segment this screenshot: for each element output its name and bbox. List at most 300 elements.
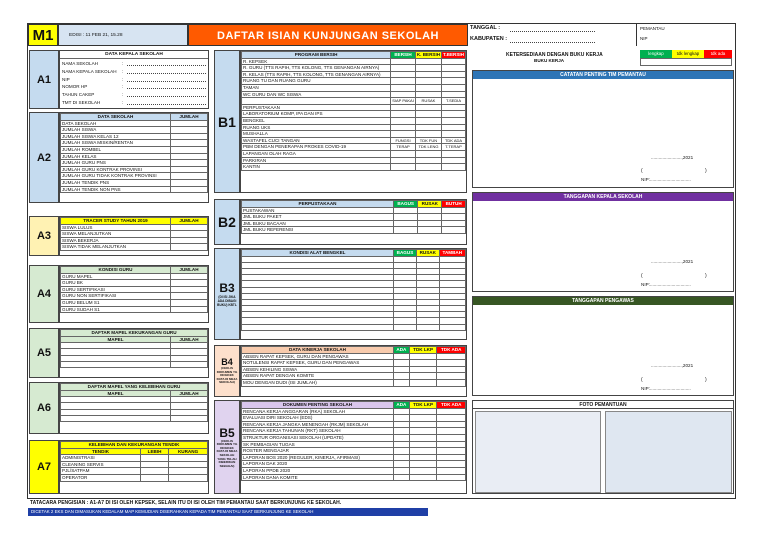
b5-row-cell[interactable] — [437, 408, 466, 415]
a2-row-label: JUMLAH SISWA KELAS 12 — [61, 133, 171, 140]
a3-row-label: SISWA MELANJUTKAN — [61, 231, 171, 238]
a7-row — [61, 474, 208, 481]
b5-row-cell[interactable] — [437, 441, 466, 448]
b1-row-label: R. KEPSEK — [242, 58, 391, 65]
b5-row-cell[interactable] — [437, 428, 466, 435]
b1-row2-label: WASTAFEL CUCI TANGAN — [242, 137, 391, 144]
b5-row-cell[interactable] — [409, 467, 437, 474]
b1-row2-cell[interactable]: TDK LENG — [415, 144, 441, 151]
a1-row-field[interactable] — [127, 60, 206, 66]
b4-row-cell[interactable] — [437, 353, 466, 360]
b4-row-cell[interactable] — [394, 360, 410, 367]
a1-row-field[interactable] — [127, 83, 206, 89]
a4-row-cell[interactable] — [171, 293, 208, 300]
a4-row-label: GURU SUDAH S1 — [61, 306, 171, 313]
a7-row-cell[interactable] — [169, 461, 208, 468]
b5-row-label: LAPORAN PPDB 2020 — [242, 467, 394, 474]
b1-row-label: R. KELAS (TTS RAPIH, TTS KOLONG, TTS GENANGAN AIRNYA) — [242, 71, 391, 78]
b1-row2-cell[interactable] — [442, 131, 466, 138]
a5-row-cell[interactable] — [171, 361, 208, 367]
b5-row-cell[interactable] — [437, 434, 466, 441]
a6-table — [60, 383, 208, 422]
a2-row-cell[interactable] — [171, 153, 208, 160]
a2-row-cell[interactable] — [171, 186, 208, 193]
b3-col-bagus: BAGUS — [394, 250, 417, 257]
b1-row-cell[interactable] — [391, 91, 416, 98]
b5-table — [241, 401, 466, 481]
b1-row2 — [242, 157, 466, 164]
b1-row2-cell[interactable] — [415, 157, 441, 164]
tanggal-field[interactable] — [510, 31, 595, 32]
pengawas-paren-left: ( — [641, 377, 643, 383]
a7-title: KELEBIHAN DAN KEKURANGAN TENDIK — [61, 442, 208, 449]
b5-row-cell[interactable] — [437, 415, 466, 422]
b5-col-tdklkp: TDK LKP — [409, 402, 437, 409]
a6-row-cell[interactable] — [171, 415, 208, 421]
b1-row-cell[interactable] — [391, 84, 416, 91]
b1-row2-label: KANTIN — [242, 164, 391, 171]
b3-table — [241, 249, 466, 331]
b4-row — [242, 366, 466, 373]
a1-row-field[interactable] — [127, 68, 206, 74]
b3-row-cell[interactable] — [439, 324, 465, 330]
a4-row — [61, 293, 208, 300]
b1-row-cell[interactable] — [442, 58, 466, 65]
a2-row-cell[interactable] — [171, 120, 208, 127]
section-b3-code — [214, 248, 240, 340]
page-title: DAFTAR ISIAN KUNJUNGAN SEKOLAH — [188, 24, 468, 46]
a7-col-kurang: KURANG — [169, 448, 208, 455]
a4-row-cell[interactable] — [171, 273, 208, 280]
b5-row-cell[interactable] — [409, 441, 437, 448]
a2-row-cell[interactable] — [171, 133, 208, 140]
b2-row-cell[interactable] — [418, 227, 442, 234]
b1-row2-cell[interactable] — [415, 111, 441, 118]
b5-row-cell[interactable] — [409, 415, 437, 422]
b4-row-cell[interactable] — [394, 366, 410, 373]
catatan-date: ........................,2021 — [651, 155, 694, 160]
b4-row-cell[interactable] — [409, 373, 437, 380]
a6-row-cell[interactable] — [61, 415, 171, 421]
a1-row-sep: : — [122, 76, 124, 82]
kepala-nip: NIP:................................ — [641, 282, 691, 287]
b1-row2-cell[interactable] — [391, 157, 416, 164]
a1-row-sep: : — [122, 92, 124, 98]
b1-row2-cell[interactable] — [391, 111, 416, 118]
a4-row-label: GURU BELUM S1 — [61, 299, 171, 306]
kepala-date: ........................,2021 — [651, 259, 694, 264]
b1-row2-cell[interactable] — [442, 117, 466, 124]
b5-row-cell[interactable] — [394, 408, 410, 415]
a7-row-cell[interactable] — [141, 461, 169, 468]
b5-row-cell[interactable] — [437, 448, 466, 455]
b5-row-cell[interactable] — [394, 448, 410, 455]
b2-row-cell[interactable] — [394, 207, 418, 214]
b4-row-cell[interactable] — [437, 373, 466, 380]
b5-row-label: RENCANA KERJA TAHUNAN (RKT) SEKOLAH — [242, 428, 394, 435]
a7-row-cell[interactable] — [141, 455, 169, 462]
a1-row — [62, 83, 206, 91]
a4-row — [61, 306, 208, 313]
b1-row-cell[interactable] — [415, 78, 441, 85]
kepala-panel[interactable] — [472, 192, 734, 292]
b2-row-label: JML BUKU REFERENSI — [242, 227, 394, 234]
b3-code-text: B3 — [219, 281, 235, 295]
kepala-paren-right: ) — [705, 273, 707, 279]
buku-check-row — [640, 58, 732, 66]
a3-row — [61, 237, 208, 244]
b4-row-cell[interactable] — [394, 353, 410, 360]
a3-row-cell[interactable] — [171, 237, 208, 244]
section-a4 — [59, 265, 209, 323]
a2-row-label: JUMLAH SISWA MISKIN/RENTAN — [61, 140, 171, 147]
b3-row-cell[interactable] — [416, 324, 439, 330]
a3-row-cell[interactable] — [171, 244, 208, 251]
a4-row-cell[interactable] — [171, 280, 208, 287]
section-b2 — [240, 199, 467, 245]
buku-kerja-box — [472, 50, 734, 66]
b2-row-cell[interactable] — [418, 220, 442, 227]
b5-row-cell[interactable] — [394, 421, 410, 428]
b5-row-cell[interactable] — [409, 434, 437, 441]
b1-row2-cell[interactable]: TDK FUN — [415, 137, 441, 144]
section-a1-code: A1 — [29, 50, 59, 109]
foto-slot-1[interactable] — [475, 411, 601, 493]
b1-row-cell[interactable] — [391, 58, 416, 65]
b1-row-cell[interactable] — [442, 65, 466, 72]
b1-row — [242, 84, 466, 91]
b2-row-label: JML BUKU PAKET — [242, 214, 394, 221]
pengawas-panel[interactable] — [472, 296, 734, 396]
section-a7-code: A7 — [29, 440, 59, 494]
b5-row-cell[interactable] — [394, 428, 410, 435]
a2-row-label: JUMLAH TENDIK PNS — [61, 179, 171, 186]
b1-subheader-h4: SIAP PAKAI — [392, 98, 414, 104]
b1-col-bersih: BERSIH — [391, 52, 416, 59]
section-a1 — [59, 50, 209, 109]
b5-row-label: EVALUASI DIRI SEKOLAH (EDS) — [242, 415, 394, 422]
b1-row-cell[interactable] — [415, 65, 441, 72]
a1-row-sep: : — [122, 61, 124, 66]
b4-row-cell[interactable] — [409, 353, 437, 360]
a5-col-jumlah: JUMLAH — [171, 336, 208, 343]
b2-row — [242, 227, 466, 234]
b5-row — [242, 428, 466, 435]
b1-row-cell[interactable] — [442, 91, 466, 98]
a1-row-field[interactable] — [127, 76, 206, 82]
b1-subheader — [242, 98, 466, 105]
foto-panel — [472, 400, 734, 494]
b1-row2-cell[interactable] — [415, 164, 441, 171]
b5-row-cell[interactable] — [394, 415, 410, 422]
section-a3-code: A3 — [29, 216, 59, 256]
b2-title: PERPUSTAKAAN — [242, 201, 394, 208]
a7-row-cell[interactable] — [169, 474, 208, 481]
a7-row — [61, 455, 208, 462]
a4-row — [61, 273, 208, 280]
a1-row-field[interactable] — [127, 91, 206, 97]
a2-row-label: JUMLAH KELAS — [61, 153, 171, 160]
b1-row2-cell[interactable] — [442, 150, 466, 157]
a7-row-cell[interactable] — [169, 455, 208, 462]
a1-row-label: NIP — [62, 76, 70, 82]
b1-col-kbersih: K. BERSIH — [416, 52, 441, 57]
b1-row2-cell[interactable] — [442, 157, 466, 164]
section-b5-code — [214, 400, 240, 494]
b5-row-cell[interactable] — [409, 448, 437, 455]
b4-row-cell[interactable] — [409, 360, 437, 367]
a7-row-label: OPERATOR — [61, 474, 141, 481]
a4-title: KONDISI GURU — [61, 267, 171, 274]
b1-row2-cell[interactable] — [442, 111, 466, 118]
kepala-title: TANGGAPAN KEPALA SEKOLAH — [473, 193, 733, 201]
b5-row-cell[interactable] — [394, 467, 410, 474]
b1-row2-cell[interactable] — [391, 124, 416, 131]
b4-row-cell[interactable] — [409, 366, 437, 373]
b5-row — [242, 415, 466, 422]
b4-row-label: ABSEN KEHILING SISWA — [242, 366, 394, 373]
a7-row-cell[interactable] — [141, 468, 169, 475]
b1-title: PROGRAM BERSIH — [242, 52, 391, 59]
b2-row-cell[interactable] — [418, 214, 442, 221]
a2-row-label: JUMLAH GURU PNS — [61, 160, 171, 167]
b3-col-tambah: TAMBAH — [439, 250, 465, 257]
b5-row-cell[interactable] — [409, 428, 437, 435]
b1-row2-cell[interactable] — [442, 104, 466, 111]
b1-row2-label: RUANG UKS — [242, 124, 391, 131]
a6-title: DAFTAR MAPEL YANG KELEBIHAN GURU — [61, 384, 208, 391]
b5-row-cell[interactable] — [409, 461, 437, 468]
b1-row2 — [242, 144, 466, 151]
b1-row-cell[interactable] — [442, 84, 466, 91]
a4-row-label: GURU NON SERTIFIKASI — [61, 293, 171, 300]
b5-row-cell[interactable] — [394, 434, 410, 441]
catatan-paren-left: ( — [641, 168, 643, 174]
b1-row2-cell[interactable] — [391, 117, 416, 124]
a2-row-cell[interactable] — [171, 127, 208, 134]
b4-row-cell[interactable] — [394, 373, 410, 380]
b2-row-cell[interactable] — [394, 220, 418, 227]
a3-table — [60, 217, 208, 251]
b5-row — [242, 474, 466, 481]
b3-row-cell[interactable] — [394, 324, 417, 330]
b4-row — [242, 353, 466, 360]
a1-row-sep: : — [122, 84, 124, 90]
a6-row — [61, 415, 208, 421]
b5-row-cell[interactable] — [437, 421, 466, 428]
section-a2-code: A2 — [29, 112, 59, 203]
b5-row — [242, 441, 466, 448]
b5-row-label: LAPORAN DAK 2020 — [242, 461, 394, 468]
section-b3 — [240, 248, 467, 340]
a4-row-cell[interactable] — [171, 299, 208, 306]
b5-row-cell[interactable] — [394, 441, 410, 448]
b1-row2-cell[interactable]: TERAP — [391, 144, 416, 151]
pengawas-paren-right: ) — [705, 377, 707, 383]
b1-row2-cell[interactable] — [415, 131, 441, 138]
a2-row — [61, 133, 208, 140]
a3-row-cell[interactable] — [171, 224, 208, 231]
a2-row-cell[interactable] — [171, 146, 208, 153]
b1-row-cell[interactable] — [442, 71, 466, 78]
b1-row2-label: PBM DENGAN PENERAPAN PROKES COVID-19 — [242, 144, 391, 151]
b1-row — [242, 71, 466, 78]
a1-row — [62, 68, 206, 76]
b4-col-ada: ADA — [394, 347, 410, 354]
b2-row-cell[interactable] — [394, 227, 418, 234]
a3-row-label: SISWA TIDAK MELANJUTKAN — [61, 244, 171, 251]
b1-subheader-blank — [242, 98, 391, 105]
b1-row-cell[interactable] — [415, 58, 441, 65]
a7-col-lebih: LEBIH — [141, 448, 169, 455]
b2-row-cell[interactable] — [418, 207, 442, 214]
section-a5-code: A5 — [29, 328, 59, 378]
b1-row2 — [242, 137, 466, 144]
b5-row-cell[interactable] — [394, 454, 410, 461]
buku-kerja-title: KETERSEDIAAN DENGAN BUKU KERJA — [506, 52, 603, 58]
b5-row-cell[interactable] — [409, 421, 437, 428]
b1-row2-cell[interactable] — [391, 131, 416, 138]
b4-row-cell[interactable] — [437, 360, 466, 367]
b4-row-cell[interactable] — [394, 379, 410, 386]
b5-row-cell[interactable] — [409, 454, 437, 461]
a2-row-cell[interactable] — [171, 160, 208, 167]
a2-row-label: DATA SEKOLAH — [61, 120, 171, 127]
a4-table — [60, 266, 208, 313]
a1-row-label: TMT DI SEKOLAH — [62, 99, 101, 105]
b1-row-cell[interactable] — [391, 78, 416, 85]
b5-row-cell[interactable] — [437, 474, 466, 481]
b1-row2-cell[interactable]: T.TERAP — [442, 144, 466, 151]
b1-row-cell[interactable] — [442, 78, 466, 85]
b2-row-cell[interactable] — [442, 214, 466, 221]
a1-row — [62, 76, 206, 84]
a4-row-cell[interactable] — [171, 306, 208, 313]
b1-row2-cell[interactable] — [391, 104, 416, 111]
section-a6-code: A6 — [29, 382, 59, 434]
section-b1-code: B1 — [214, 50, 240, 193]
pengawas-nip: NIP:................................ — [641, 386, 691, 391]
b4-row-cell[interactable] — [437, 366, 466, 373]
a4-row-cell[interactable] — [171, 286, 208, 293]
b5-row-cell[interactable] — [437, 461, 466, 468]
b1-row-cell[interactable] — [391, 65, 416, 72]
b2-row — [242, 207, 466, 214]
b5-row — [242, 461, 466, 468]
a2-row-cell[interactable] — [171, 140, 208, 147]
a2-row — [61, 186, 208, 193]
b4-title: DATA KINERJA SEKOLAH — [242, 347, 394, 354]
foto-slot-2[interactable] — [605, 411, 732, 493]
a5-row — [61, 361, 208, 367]
a7-row — [61, 461, 208, 468]
b1-row2-cell[interactable]: TDK ADA — [442, 137, 466, 144]
b1-row2-cell[interactable] — [415, 150, 441, 157]
b1-row-label: RUANG TU DAN RUANG GURU — [242, 78, 391, 85]
b1-row2 — [242, 124, 466, 131]
b5-row-label: LAPORAN DANA KOMITE — [242, 474, 394, 481]
b1-row-cell[interactable] — [415, 84, 441, 91]
b3-row-cell[interactable] — [242, 324, 394, 330]
b5-row-cell[interactable] — [394, 474, 410, 481]
pemantau-label: PEMANTAU — [640, 26, 665, 31]
a7-row-label: CLEANING SERVIS — [61, 461, 141, 468]
b5-row-cell[interactable] — [409, 474, 437, 481]
b2-row-cell[interactable] — [442, 227, 466, 234]
b5-row-cell[interactable] — [394, 461, 410, 468]
a2-row — [61, 173, 208, 180]
b1-row-cell[interactable] — [391, 71, 416, 78]
b1-row2-cell[interactable] — [415, 124, 441, 131]
a1-row-field[interactable] — [127, 99, 206, 105]
b1-row-cell[interactable] — [415, 71, 441, 78]
a3-row-label: SISWA LULUS — [61, 224, 171, 231]
a4-row-label: GURU MAPEL — [61, 273, 171, 280]
a2-row-label: JUMLAH SISWA — [61, 127, 171, 134]
b4-row — [242, 379, 466, 386]
b5-row-cell[interactable] — [437, 454, 466, 461]
b5-row-cell[interactable] — [437, 467, 466, 474]
a2-row — [61, 153, 208, 160]
a7-row-cell[interactable] — [141, 474, 169, 481]
a5-row-cell[interactable] — [61, 361, 171, 367]
a1-row-sep: : — [122, 68, 124, 74]
b2-row-cell[interactable] — [442, 220, 466, 227]
a3-row-cell[interactable] — [171, 231, 208, 238]
b4-row-cell[interactable] — [409, 379, 437, 386]
a1-row-sep: : — [122, 99, 124, 105]
b1-row-cell[interactable] — [415, 91, 441, 98]
a7-row-cell[interactable] — [169, 468, 208, 475]
a2-row-cell[interactable] — [171, 179, 208, 186]
b3-row — [242, 324, 466, 330]
kabupaten-field[interactable] — [510, 42, 595, 43]
b4-row-cell[interactable] — [437, 379, 466, 386]
a1-row-label: NOMOR HP — [62, 84, 88, 90]
b1-row2-cell[interactable] — [391, 164, 416, 171]
edition-label: EDISI : 11 FEB 21, 15.28 — [58, 24, 188, 46]
b1-row2-cell[interactable] — [442, 124, 466, 131]
buku-lengkap-cell[interactable]: lengkap — [640, 50, 672, 58]
b1-row2-cell[interactable] — [442, 164, 466, 171]
b1-row2 — [242, 117, 466, 124]
a7-row — [61, 468, 208, 475]
footer-instructions: TATACARA PENGISIAN : A1-A7 DI ISI OLEH KEPSEK, SELAIN ITU DI ISI OLEH TIM PEMANTAU SAAT BERKUNJUNG KE SEKOLAH. — [30, 500, 342, 506]
b2-row-label: PUSTAKAWAN — [242, 207, 394, 214]
a2-row-cell[interactable] — [171, 166, 208, 173]
a2-row — [61, 120, 208, 127]
a5-col-mapel: MAPEL — [61, 336, 171, 343]
catatan-panel[interactable] — [472, 70, 734, 188]
b1-row2-cell[interactable] — [415, 104, 441, 111]
buku-tdk-ada-cell[interactable]: tdk ada — [704, 50, 732, 58]
buku-kerja-sub: BUKU KERJA — [534, 58, 565, 63]
b5-row — [242, 467, 466, 474]
b4-row — [242, 373, 466, 380]
form-code-badge: M1 — [28, 24, 58, 46]
b5-row-cell[interactable] — [409, 408, 437, 415]
b1-row-label: WC GURU DAN WC SISWA — [242, 91, 391, 98]
b1-row2-cell[interactable] — [391, 150, 416, 157]
b1-row2-cell[interactable]: FUNGSI — [391, 137, 416, 144]
b2-row-cell[interactable] — [442, 207, 466, 214]
a2-row-cell[interactable] — [171, 173, 208, 180]
b1-row2-cell[interactable] — [415, 117, 441, 124]
b5-row-label: ROSTER MENGAJAR — [242, 448, 394, 455]
b2-row-cell[interactable] — [394, 214, 418, 221]
buku-tdk-lengkap-cell[interactable]: tdk lengkap — [672, 50, 704, 58]
b1-row — [242, 58, 466, 65]
